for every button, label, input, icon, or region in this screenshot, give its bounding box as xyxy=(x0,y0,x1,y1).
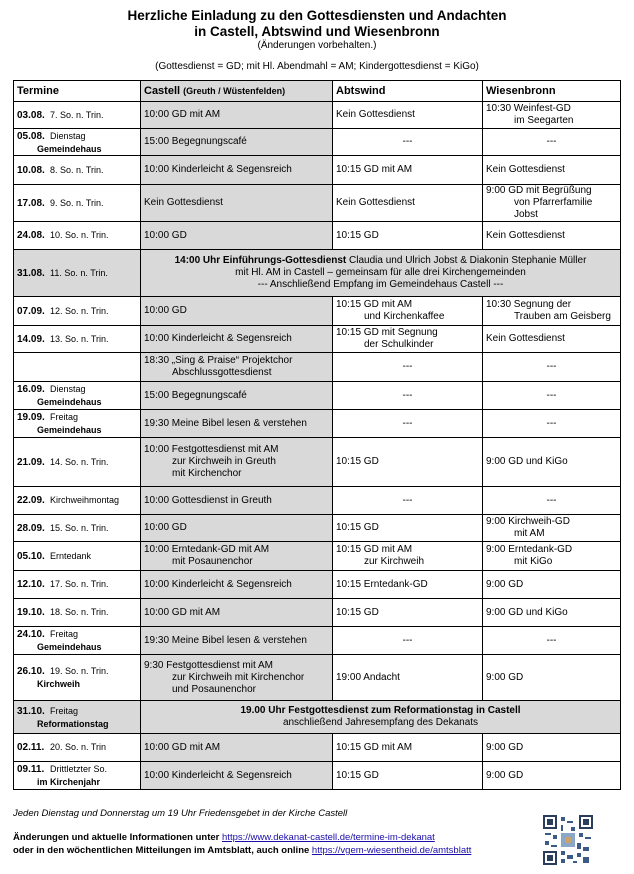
termin-location: Gemeindehaus xyxy=(37,143,102,154)
table-row xyxy=(14,734,621,762)
termin-cell xyxy=(14,382,141,410)
castell-cell xyxy=(141,326,333,353)
table-row xyxy=(14,542,621,571)
termin-line xyxy=(17,522,137,535)
termin-line xyxy=(17,628,137,641)
cell-line: 10:15 GD xyxy=(336,522,379,533)
cell-line: --- xyxy=(546,389,557,401)
wiesenbronn-cell xyxy=(483,326,621,353)
termin-date: 17.08. xyxy=(17,197,45,209)
header-abtswind: Abtswind xyxy=(333,81,483,102)
cell-line: 9:00 GD xyxy=(486,578,524,590)
wiesenbronn-cell xyxy=(483,599,621,627)
cell-line: 15:00 Begegnungscafé xyxy=(144,136,247,147)
cell-line: von Pfarrerfamilie Jobst xyxy=(514,197,593,220)
castell-cell xyxy=(141,734,333,762)
termin-line xyxy=(17,665,137,678)
cell-line: 10:00 Erntedank-GD mit AM xyxy=(144,544,270,555)
castell-cell xyxy=(141,297,333,326)
termin-day: 8. So. n. Trin. xyxy=(50,164,104,175)
wiesenbronn-cell xyxy=(483,222,621,250)
cell-line: 9:00 GD mit Begrüßung xyxy=(486,185,592,196)
termin-location: Gemeindehaus xyxy=(37,425,102,435)
termin-cell xyxy=(14,627,141,655)
reformation-cell xyxy=(141,701,621,734)
termin-line xyxy=(17,606,137,619)
termin-date: 10.08. xyxy=(17,164,45,176)
cell-line: --- xyxy=(546,494,557,506)
schedule-table xyxy=(13,80,621,790)
termin-cell xyxy=(14,571,141,599)
cell-line: 10:15 GD mit AM xyxy=(336,741,413,753)
cell-line: und Kirchenkaffee xyxy=(364,311,445,322)
cell-line: Kein Gottesdienst xyxy=(486,229,565,241)
termin-date: 02.11. xyxy=(17,742,45,753)
cell-line: und Posaunenchor xyxy=(172,683,256,695)
header-castell-sub: (Greuth / Wüstenfelden) xyxy=(183,86,286,96)
termin-line xyxy=(17,130,137,143)
cell-line: 9:00 GD xyxy=(486,671,524,683)
cell-line: 10:00 Kinderleicht & Segensreich xyxy=(144,333,292,344)
cell-line: zur Kirchweih mit Kirchenchor xyxy=(172,671,305,683)
einfuehrung-cell xyxy=(141,250,621,297)
abtswind-cell xyxy=(333,655,483,701)
table-row xyxy=(14,353,621,382)
special-row-einfuehrung xyxy=(14,250,621,297)
castell-cell xyxy=(141,382,333,410)
table-row xyxy=(14,762,621,790)
cell-line: zur Kirchweih xyxy=(364,556,425,567)
termin-line xyxy=(17,741,137,754)
termin-date: 09.11. xyxy=(17,764,45,775)
wiesenbronn-cell xyxy=(483,734,621,762)
table-row xyxy=(14,515,621,542)
termin-cell xyxy=(14,734,141,762)
abtswind-cell xyxy=(333,410,483,438)
termin-cell xyxy=(14,599,141,627)
termin-day: Dienstag xyxy=(50,130,86,141)
abtswind-cell xyxy=(333,102,483,129)
termin-cell xyxy=(14,438,141,487)
termin-day: 10. So. n. Trin. xyxy=(50,230,109,240)
termin-cell xyxy=(14,222,141,250)
cell-line: 15:00 Begegnungscafé xyxy=(144,389,247,401)
cell-line: --- xyxy=(402,136,413,147)
termin-date: 31.08. xyxy=(17,267,45,279)
table-row xyxy=(14,156,621,185)
wiesenbronn-cell xyxy=(483,762,621,790)
cell-line: --- xyxy=(402,634,413,646)
cell-line: mit Posaunenchor xyxy=(172,556,253,567)
cell-line: 10:00 GD mit AM xyxy=(144,109,221,120)
cell-line: 10:15 GD mit AM xyxy=(336,544,413,555)
cell-line: --- xyxy=(546,361,557,372)
termin-day: 12. So. n. Trin. xyxy=(50,305,109,316)
cell-line: 10:15 GD mit Segnung xyxy=(336,327,438,338)
table-row xyxy=(14,382,621,410)
cell-line: der Schulkinder xyxy=(364,339,434,350)
table-row xyxy=(14,222,621,250)
header-castell-label: Castell xyxy=(144,85,181,97)
wiesenbronn-cell xyxy=(483,627,621,655)
cell-line: 9:00 Erntedank-GD xyxy=(486,544,573,555)
termin-location: Reformationstag xyxy=(37,718,109,729)
termin-day: Erntedank xyxy=(50,550,92,561)
castell-cell xyxy=(141,627,333,655)
peace-prayer-note: Jeden Dienstag und Donnerstag um 19 Uhr Friedensgebet in der Kirche Castell xyxy=(13,808,348,819)
abtswind-cell xyxy=(333,571,483,599)
table-row xyxy=(14,655,621,701)
special-row-reformation xyxy=(14,701,621,734)
cell-line: Kein Gottesdienst xyxy=(486,164,565,175)
castell-cell xyxy=(141,410,333,438)
cell-line: --- xyxy=(402,361,413,372)
wiesenbronn-cell xyxy=(483,515,621,542)
termin-cell xyxy=(14,326,141,353)
cell-line: Kein Gottesdienst xyxy=(144,197,223,208)
termin-date: 24.10. xyxy=(17,629,45,640)
wiesenbronn-cell xyxy=(483,438,621,487)
termin-date: 07.09. xyxy=(17,305,45,317)
abtswind-cell xyxy=(333,185,483,222)
termin-line xyxy=(17,383,137,396)
termin-date: 05.10. xyxy=(17,550,45,562)
termin-cell xyxy=(14,353,141,382)
cell-line: 10:15 GD xyxy=(336,456,379,467)
cell-line: 10:00 GD xyxy=(144,229,187,241)
termin-date: 14.09. xyxy=(17,333,45,345)
termin-cell xyxy=(14,250,141,297)
termin-line xyxy=(17,197,137,210)
wiesenbronn-cell xyxy=(483,655,621,701)
abtswind-cell xyxy=(333,353,483,382)
table-row xyxy=(14,571,621,599)
page-title-line1: Herzliche Einladung zu den Gottesdiensten und Andachten xyxy=(127,8,507,23)
abtswind-cell xyxy=(333,326,483,353)
cell-line: Trauben am Geisberg xyxy=(514,311,611,322)
termin-date: 28.09. xyxy=(17,522,45,534)
table-row xyxy=(14,185,621,222)
header-castell xyxy=(141,81,333,102)
cell-line: --- xyxy=(402,417,413,429)
termin-line xyxy=(17,333,137,346)
castell-cell xyxy=(141,655,333,701)
cell-line: 19:00 Andacht xyxy=(336,671,400,683)
termin-date: 19.09. xyxy=(17,412,45,423)
cell-line: 9:00 Kirchweih-GD xyxy=(486,516,570,527)
changes-note: (Änderungen vorbehalten.) xyxy=(257,40,377,51)
termin-line xyxy=(17,705,137,718)
cell-line: mit AM xyxy=(514,528,545,539)
castell-cell xyxy=(141,515,333,542)
abtswind-cell xyxy=(333,734,483,762)
einfuehrung-line2: mit Hl. AM in Castell – gemeinsam für alle drei Kirchengemeinden xyxy=(235,267,526,278)
cell-line: 10:00 Kinderleicht & Segensreich xyxy=(144,164,292,175)
abtswind-cell xyxy=(333,297,483,326)
castell-cell xyxy=(141,487,333,515)
wiesenbronn-cell xyxy=(483,410,621,438)
wiesenbronn-cell xyxy=(483,487,621,515)
einfuehrung-line3: --- Anschließend Empfang im Gemeindehaus Castell --- xyxy=(257,279,504,290)
abtswind-cell xyxy=(333,599,483,627)
wiesenbronn-cell xyxy=(483,185,621,222)
castell-cell xyxy=(141,438,333,487)
termin-date: 12.10. xyxy=(17,579,45,590)
table-row xyxy=(14,102,621,129)
cell-line: --- xyxy=(546,417,557,429)
termin-line xyxy=(17,109,137,122)
page-title-line2: in Castell, Abtswind und Wiesenbronn xyxy=(194,24,440,39)
termin-line xyxy=(17,763,137,776)
termin-day: 11. So. n. Trin. xyxy=(50,267,108,278)
termin-date: 21.09. xyxy=(17,456,45,468)
wiesenbronn-cell xyxy=(483,297,621,326)
termin-date: 05.08. xyxy=(17,130,45,142)
termin-line xyxy=(17,305,137,318)
abtswind-cell xyxy=(333,156,483,185)
cell-line: 10:15 GD mit AM xyxy=(336,299,413,310)
wiesenbronn-cell xyxy=(483,382,621,410)
table-row xyxy=(14,410,621,438)
abtswind-cell xyxy=(333,382,483,410)
cell-line: 10:00 GD xyxy=(144,522,187,533)
termin-day: 7. So. n. Trin. xyxy=(50,109,104,120)
termin-day: 9. So. n. Trin. xyxy=(50,197,104,208)
cell-line: --- xyxy=(402,494,413,506)
cell-line: --- xyxy=(546,634,557,646)
cell-line: Abschlussgottesdienst xyxy=(172,367,272,378)
footer-amtsblatt-text: oder in den wöchentlichen Mitteilungen im Amtsblatt, auch online xyxy=(13,845,312,856)
cell-line: 18:30 „Sing & Praise“ Projektchor xyxy=(144,355,293,366)
cell-line: 10:15 GD xyxy=(336,606,379,618)
termin-day: 15. So. n. Trin. xyxy=(50,522,109,533)
cell-line: --- xyxy=(546,136,557,147)
qr-code-icon[interactable] xyxy=(543,815,593,865)
cell-line: 9:00 GD und KiGo xyxy=(486,606,568,618)
termin-location: Gemeindehaus xyxy=(37,397,102,407)
abtswind-cell xyxy=(333,129,483,156)
amtsblatt-link[interactable]: https://vgem-wiesentheid.de/amtsblatt xyxy=(311,845,472,856)
abtswind-cell xyxy=(333,627,483,655)
termin-day: 14. So. n. Trin. xyxy=(50,456,109,467)
cell-line: 10:15 Erntedank-GD xyxy=(336,578,428,590)
table-row xyxy=(14,627,621,655)
termin-line xyxy=(17,229,137,242)
castell-cell xyxy=(141,599,333,627)
termin-cell xyxy=(14,487,141,515)
castell-cell xyxy=(141,222,333,250)
termin-date: 19.10. xyxy=(17,607,45,618)
einfuehrung-heading: 14:00 Uhr Einführungs-Gottesdienst xyxy=(174,255,347,266)
termin-cell xyxy=(14,102,141,129)
termin-date: 16.09. xyxy=(17,384,45,395)
termin-date: 31.10. xyxy=(17,705,45,717)
cell-line: 10:00 Kinderleicht & Segensreich xyxy=(144,769,292,781)
castell-cell xyxy=(141,129,333,156)
table-row xyxy=(14,487,621,515)
abtswind-cell xyxy=(333,438,483,487)
castell-cell xyxy=(141,156,333,185)
termin-day: 18. So. n. Trin. xyxy=(50,607,109,617)
einfuehrung-names: Claudia und Ulrich Jobst & Diakonin Stephanie Müller xyxy=(346,255,587,266)
dekanat-link[interactable]: https://www.dekanat-castell.de/termine-im-dekanat xyxy=(222,832,435,843)
table-row xyxy=(14,438,621,487)
cell-line: 9:00 GD xyxy=(486,769,524,781)
termin-line xyxy=(17,164,137,177)
wiesenbronn-cell xyxy=(483,542,621,571)
termin-line xyxy=(17,550,137,563)
termin-day: Dienstag xyxy=(50,384,86,394)
castell-cell xyxy=(141,571,333,599)
header-wiesenbronn: Wiesenbronn xyxy=(483,81,621,102)
cell-line: 10:00 Gottesdienst in Greuth xyxy=(144,494,272,506)
termin-day: Freitag xyxy=(50,705,79,716)
cell-line: 10:30 Segnung der xyxy=(486,299,572,310)
abbreviation-legend: (Gottesdienst = GD; mit Hl. Abendmahl = AM; Kindergottesdienst = KiGo) xyxy=(155,61,479,72)
cell-line: 10:15 GD xyxy=(336,229,379,241)
termin-line xyxy=(17,411,137,424)
table-row xyxy=(14,599,621,627)
table-header-row xyxy=(14,81,621,102)
termin-cell xyxy=(14,542,141,571)
termin-day: 17. So. n. Trin. xyxy=(50,579,109,589)
termin-cell xyxy=(14,297,141,326)
wiesenbronn-cell xyxy=(483,156,621,185)
termin-day: Freitag xyxy=(50,629,79,639)
termin-location: Gemeindehaus xyxy=(37,642,102,652)
termin-day: Drittletzter So. xyxy=(50,764,108,774)
abtswind-cell xyxy=(333,487,483,515)
termin-day: Freitag xyxy=(50,412,79,422)
header-termine: Termine xyxy=(14,81,141,102)
termin-date: 03.08. xyxy=(17,109,45,121)
cell-line: 9:00 GD und KiGo xyxy=(486,456,568,467)
termin-date: 26.10. xyxy=(17,666,45,677)
wiesenbronn-cell xyxy=(483,129,621,156)
abtswind-cell xyxy=(333,762,483,790)
termin-day: 20. So. n. Trin xyxy=(50,742,107,752)
footer-info-text: Änderungen und aktuelle Informationen unter xyxy=(13,832,223,843)
termin-location: Kirchweih xyxy=(37,679,81,689)
cell-line: mit KiGo xyxy=(514,556,553,567)
castell-cell xyxy=(141,102,333,129)
cell-line: 10:15 GD mit AM xyxy=(336,164,413,175)
termin-line xyxy=(17,267,137,280)
cell-line: 10:00 Festgottesdienst mit AM xyxy=(144,444,279,455)
wiesenbronn-cell xyxy=(483,571,621,599)
cell-line: --- xyxy=(402,389,413,401)
cell-line: 10:15 GD xyxy=(336,769,379,781)
termin-cell xyxy=(14,410,141,438)
termin-day: 19. So. n. Trin. xyxy=(50,666,109,676)
termin-day: 13. So. n. Trin. xyxy=(50,333,109,344)
cell-line: mit Kirchenchor xyxy=(172,468,242,479)
reformation-subline: anschließend Jahresempfang des Dekanats xyxy=(282,717,479,728)
termin-day: Kirchweihmontag xyxy=(50,495,120,505)
termin-cell xyxy=(14,129,141,156)
termin-date: 24.08. xyxy=(17,230,45,241)
cell-line: 10:00 GD xyxy=(144,305,187,316)
castell-cell xyxy=(141,762,333,790)
termin-date: 22.09. xyxy=(17,495,45,506)
termin-cell xyxy=(14,515,141,542)
termin-cell xyxy=(14,156,141,185)
cell-line: zur Kirchweih in Greuth xyxy=(172,456,276,467)
table-row xyxy=(14,129,621,156)
castell-cell xyxy=(141,542,333,571)
termin-line xyxy=(17,578,137,591)
cell-line: 10:30 Weinfest-GD xyxy=(486,103,571,114)
footer-info-line1 xyxy=(13,832,435,843)
table-row xyxy=(14,326,621,353)
cell-line: 10:00 GD mit AM xyxy=(144,741,221,753)
abtswind-cell xyxy=(333,222,483,250)
termin-cell xyxy=(14,655,141,701)
cell-line: Kein Gottesdienst xyxy=(336,197,415,208)
termin-line xyxy=(17,361,137,374)
footer-info-line2 xyxy=(13,845,471,856)
termin-line xyxy=(17,456,137,469)
castell-cell xyxy=(141,185,333,222)
cell-line: 10:00 GD mit AM xyxy=(144,606,221,618)
cell-line: 19:30 Meine Bibel lesen & verstehen xyxy=(144,417,307,429)
table-row xyxy=(14,297,621,326)
cell-line: 9:30 Festgottesdienst mit AM xyxy=(144,659,273,671)
termin-cell xyxy=(14,701,141,734)
wiesenbronn-cell xyxy=(483,353,621,382)
termin-cell xyxy=(14,185,141,222)
wiesenbronn-cell xyxy=(483,102,621,129)
einfuehrung-line1 xyxy=(144,255,617,267)
reformation-heading: 19.00 Uhr Festgottesdienst zum Reformationstag in Castell xyxy=(240,705,521,716)
cell-line: 9:00 GD xyxy=(486,741,524,753)
termin-location: im Kirchenjahr xyxy=(37,777,101,787)
cell-line: Kein Gottesdienst xyxy=(336,109,415,120)
abtswind-cell xyxy=(333,515,483,542)
castell-cell xyxy=(141,353,333,382)
cell-line: 10:00 Kinderleicht & Segensreich xyxy=(144,578,292,590)
cell-line: im Seegarten xyxy=(514,115,574,126)
abtswind-cell xyxy=(333,542,483,571)
cell-line: Kein Gottesdienst xyxy=(486,333,565,344)
termin-line xyxy=(17,494,137,507)
termin-cell xyxy=(14,762,141,790)
cell-line: 19:30 Meine Bibel lesen & verstehen xyxy=(144,634,307,646)
